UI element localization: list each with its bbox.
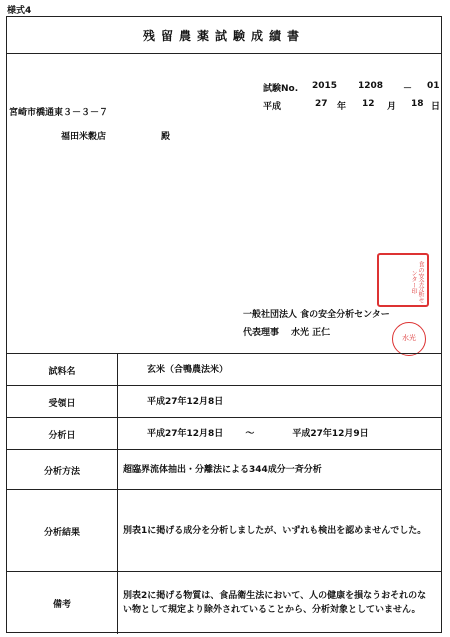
result-label: 分析結果	[7, 490, 118, 572]
analysis-date-end: 平成27年12月9日	[292, 429, 369, 439]
analysis-date-separator: ～	[245, 429, 255, 439]
month-unit: 月	[387, 102, 397, 112]
date-year: 27	[315, 99, 328, 109]
date-day: 18	[411, 99, 424, 109]
table-row	[7, 417, 441, 450]
recipient-name: 福田米穀店	[61, 132, 107, 142]
test-number-label: 試験No.	[263, 84, 299, 94]
table-row	[7, 353, 441, 386]
round-seal: 水光	[392, 322, 426, 356]
table-row	[7, 449, 441, 490]
test-number-dash: －	[403, 84, 413, 94]
recipient-address: 宮崎市橋通東３－３－７	[9, 108, 109, 118]
received-label: 受領日	[7, 386, 118, 418]
test-number-suffix: 01	[427, 81, 440, 91]
square-seal	[377, 253, 429, 307]
document-title: 残留農薬試験成績書	[142, 29, 305, 43]
table-row	[7, 571, 441, 634]
sample-value: 玄米（合鴨農法米）	[147, 365, 229, 375]
table-row	[7, 489, 441, 572]
test-number-code: 1208	[358, 81, 384, 91]
method-value: 超臨界流体抽出・分離法による344成分一斉分析	[123, 465, 322, 475]
date-month: 12	[362, 99, 375, 109]
recipient-honorific: 殿	[161, 132, 171, 142]
analysis-date-label: 分析日	[7, 418, 118, 450]
representative-title: 代表理事	[243, 328, 280, 338]
day-unit: 日	[431, 102, 441, 112]
document-frame	[6, 16, 442, 633]
square-seal-text: 食の安全分析センター印	[410, 260, 424, 303]
issuer-organization: 一般社団法人 食の安全分析センター	[243, 310, 390, 320]
received-value: 平成27年12月8日	[147, 397, 224, 407]
date-era: 平成	[263, 102, 282, 112]
result-value: 別表1に掲げる成分を分析しましたが、いずれも検出を認めませんでした。	[123, 526, 427, 536]
title-row	[7, 17, 441, 54]
form-id: 様式4	[7, 6, 32, 16]
remarks-value: 別表2に掲げる物質は、食品衛生法において、人の健康を損なうおそれのない物として規定より除外されていることから、分析対象としていません。	[123, 591, 427, 615]
representative-name: 水光 正仁	[291, 328, 331, 338]
analysis-date-start: 平成27年12月8日	[147, 429, 224, 439]
remarks-label: 備考	[7, 572, 118, 634]
table-row	[7, 385, 441, 418]
year-unit: 年	[337, 102, 347, 112]
analysis-date-value	[147, 418, 435, 450]
sample-label: 試料名	[7, 354, 118, 386]
test-number-year: 2015	[312, 81, 338, 91]
method-label: 分析方法	[7, 450, 118, 490]
